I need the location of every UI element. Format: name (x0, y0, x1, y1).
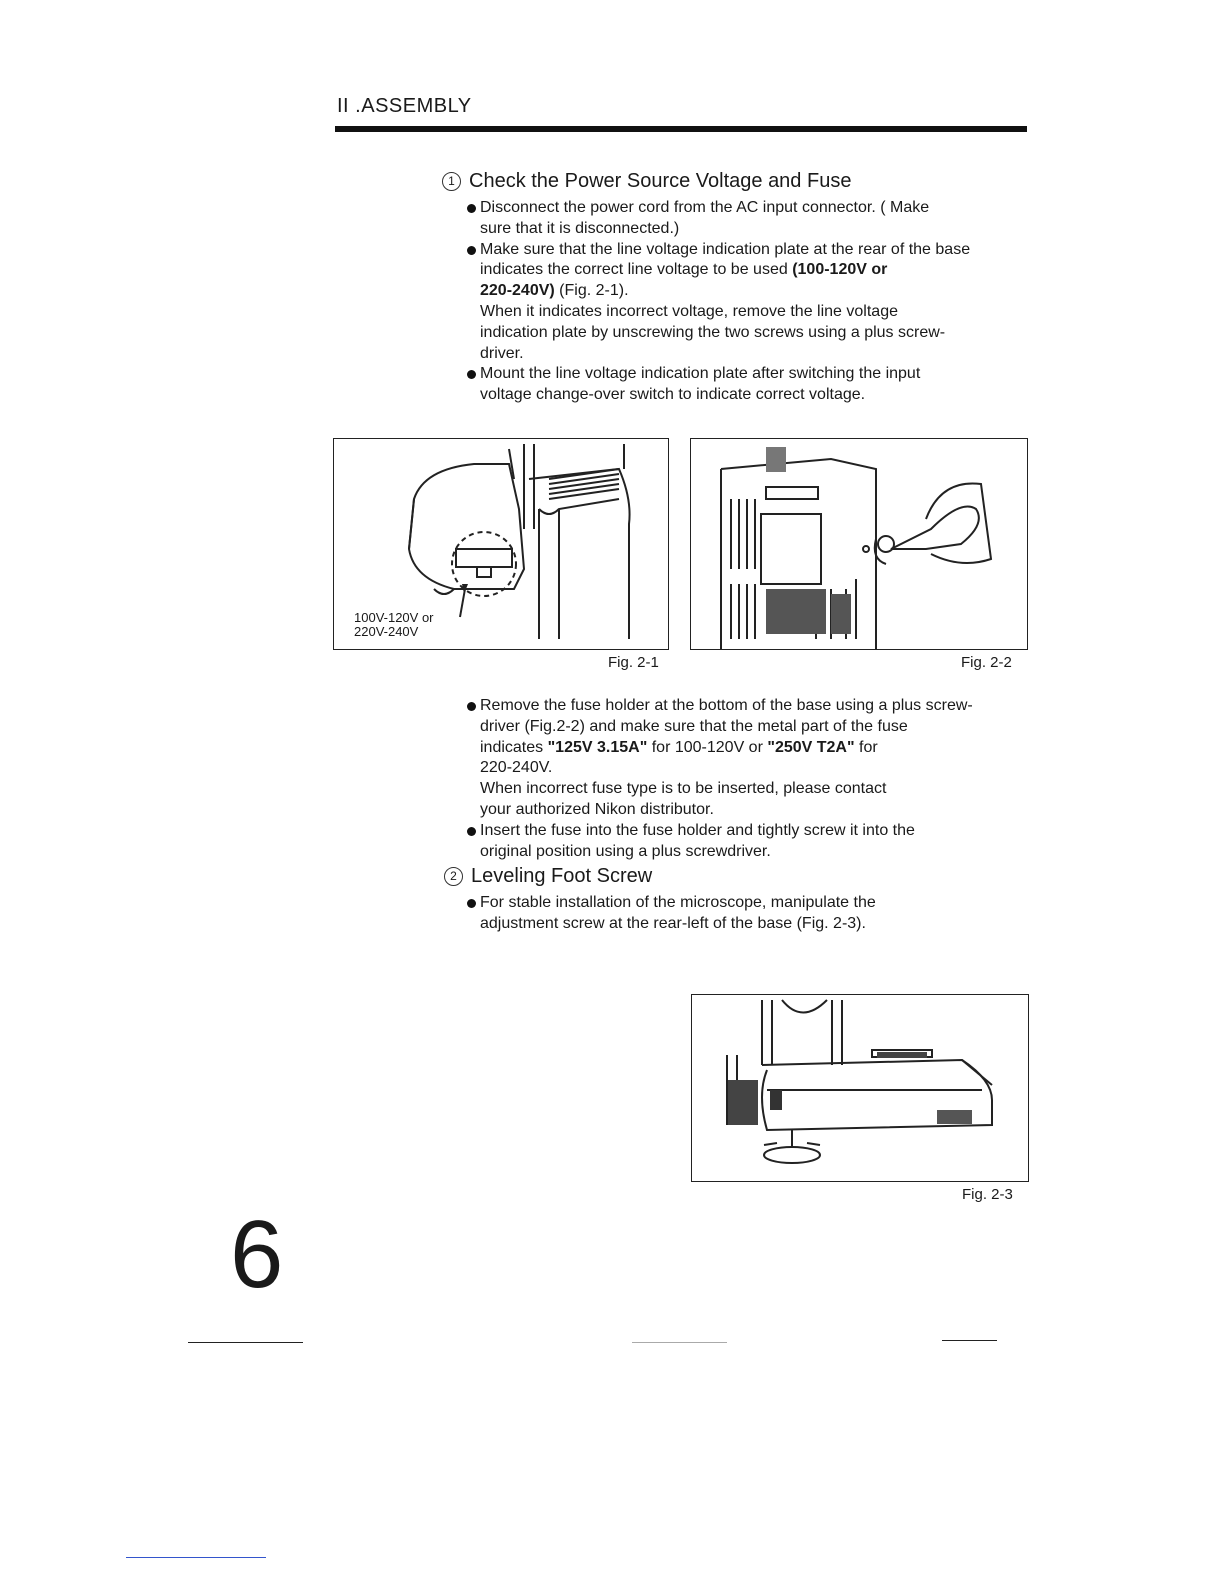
text-line: driver (Fig.2-2) and make sure that the metal part of the fuse (480, 717, 908, 735)
section-title-power-source (442, 170, 851, 193)
footer-rule (942, 1340, 997, 1341)
header-rule (335, 126, 1027, 132)
text-span: for 100-120V or (647, 738, 768, 756)
power-source-instructions (467, 198, 1037, 406)
text-line: 220-240V. (480, 759, 553, 777)
voltage-range-bold: 220-240V) (480, 282, 555, 300)
leveling-foot-illustration (692, 995, 1028, 1181)
section-title-text: Leveling Foot Screw (471, 865, 653, 887)
footer-rule-blue (126, 1557, 266, 1558)
text-line: Remove the fuse holder at the bottom of the base using a plus screw- (480, 697, 973, 714)
footer-rule (188, 1342, 303, 1343)
text-line: sure that it is disconnected.) (480, 219, 680, 237)
text-line: Disconnect the power cord from the AC input connector. ( Make (480, 199, 930, 216)
section-header: II .ASSEMBLY (337, 95, 472, 117)
page-number: 6 (230, 1201, 284, 1308)
fuse-instructions (467, 696, 1042, 862)
fuse-rating-bold: "250V T2A" (767, 738, 855, 756)
bullet-item (467, 696, 1042, 717)
voltage-label-line: 100V-120V or (354, 610, 434, 625)
text-line: indication plate by unscrewing the two screws using a plus screw- (480, 323, 946, 341)
text-line: driver. (480, 344, 524, 362)
text-span: (Fig. 2-1). (554, 282, 629, 300)
figure-2-3-caption: Fig. 2-3 (962, 1186, 1013, 1203)
fuse-rating-bold: "125V 3.15A" (547, 738, 648, 756)
bullet-item (467, 364, 1037, 385)
section-title-leveling-foot (444, 865, 652, 888)
text-line (467, 260, 1037, 281)
figure-2-1-image (333, 438, 669, 650)
text-line: your authorized Nikon distributor. (480, 800, 714, 818)
figure-2-1-caption: Fig. 2-1 (608, 654, 659, 671)
figure-2-2-caption: Fig. 2-2 (961, 654, 1012, 671)
text-line (467, 738, 1042, 759)
figure-2-2-image (690, 438, 1028, 650)
text-line: For stable installation of the microscope, manipulate the (480, 894, 876, 911)
text-line: When it indicates incorrect voltage, remove the line voltage (480, 302, 898, 320)
figure-2-3-image (691, 994, 1029, 1182)
text-span: for (854, 738, 878, 756)
voltage-label (354, 611, 434, 639)
text-line: adjustment screw at the rear-left of the base (Fig. 2-3). (480, 914, 866, 932)
text-line: Make sure that the line voltage indication plate at the rear of the base (480, 240, 971, 258)
voltage-label-line: 220V-240V (354, 624, 419, 639)
text-line (467, 281, 1037, 302)
text-line: When incorrect fuse type is to be inserted, please contact (480, 780, 887, 798)
section-title-text: Check the Power Source Voltage and Fuse (469, 170, 852, 192)
text-span: indicates (480, 738, 548, 756)
bullet-item (467, 821, 1042, 842)
bullet-item (467, 893, 1037, 914)
circled-number-1: 1 (442, 172, 461, 191)
base-underside-illustration (691, 439, 1027, 649)
text-span: indicates the correct line voltage to be used (480, 261, 793, 279)
voltage-range-bold: (100-120V or (792, 261, 888, 279)
text-line: Insert the fuse into the fuse holder and tightly screw it into the (480, 821, 915, 839)
bullet-item (467, 198, 1037, 219)
text-line: Mount the line voltage indication plate after switching the input (480, 365, 921, 383)
text-line: voltage change-over switch to indicate correct voltage. (480, 386, 866, 404)
bullet-item (467, 240, 1037, 261)
footer-rule (632, 1342, 727, 1343)
text-line: original position using a plus screwdriver. (480, 842, 771, 860)
circled-number-2: 2 (444, 867, 463, 886)
leveling-instructions (467, 893, 1037, 935)
